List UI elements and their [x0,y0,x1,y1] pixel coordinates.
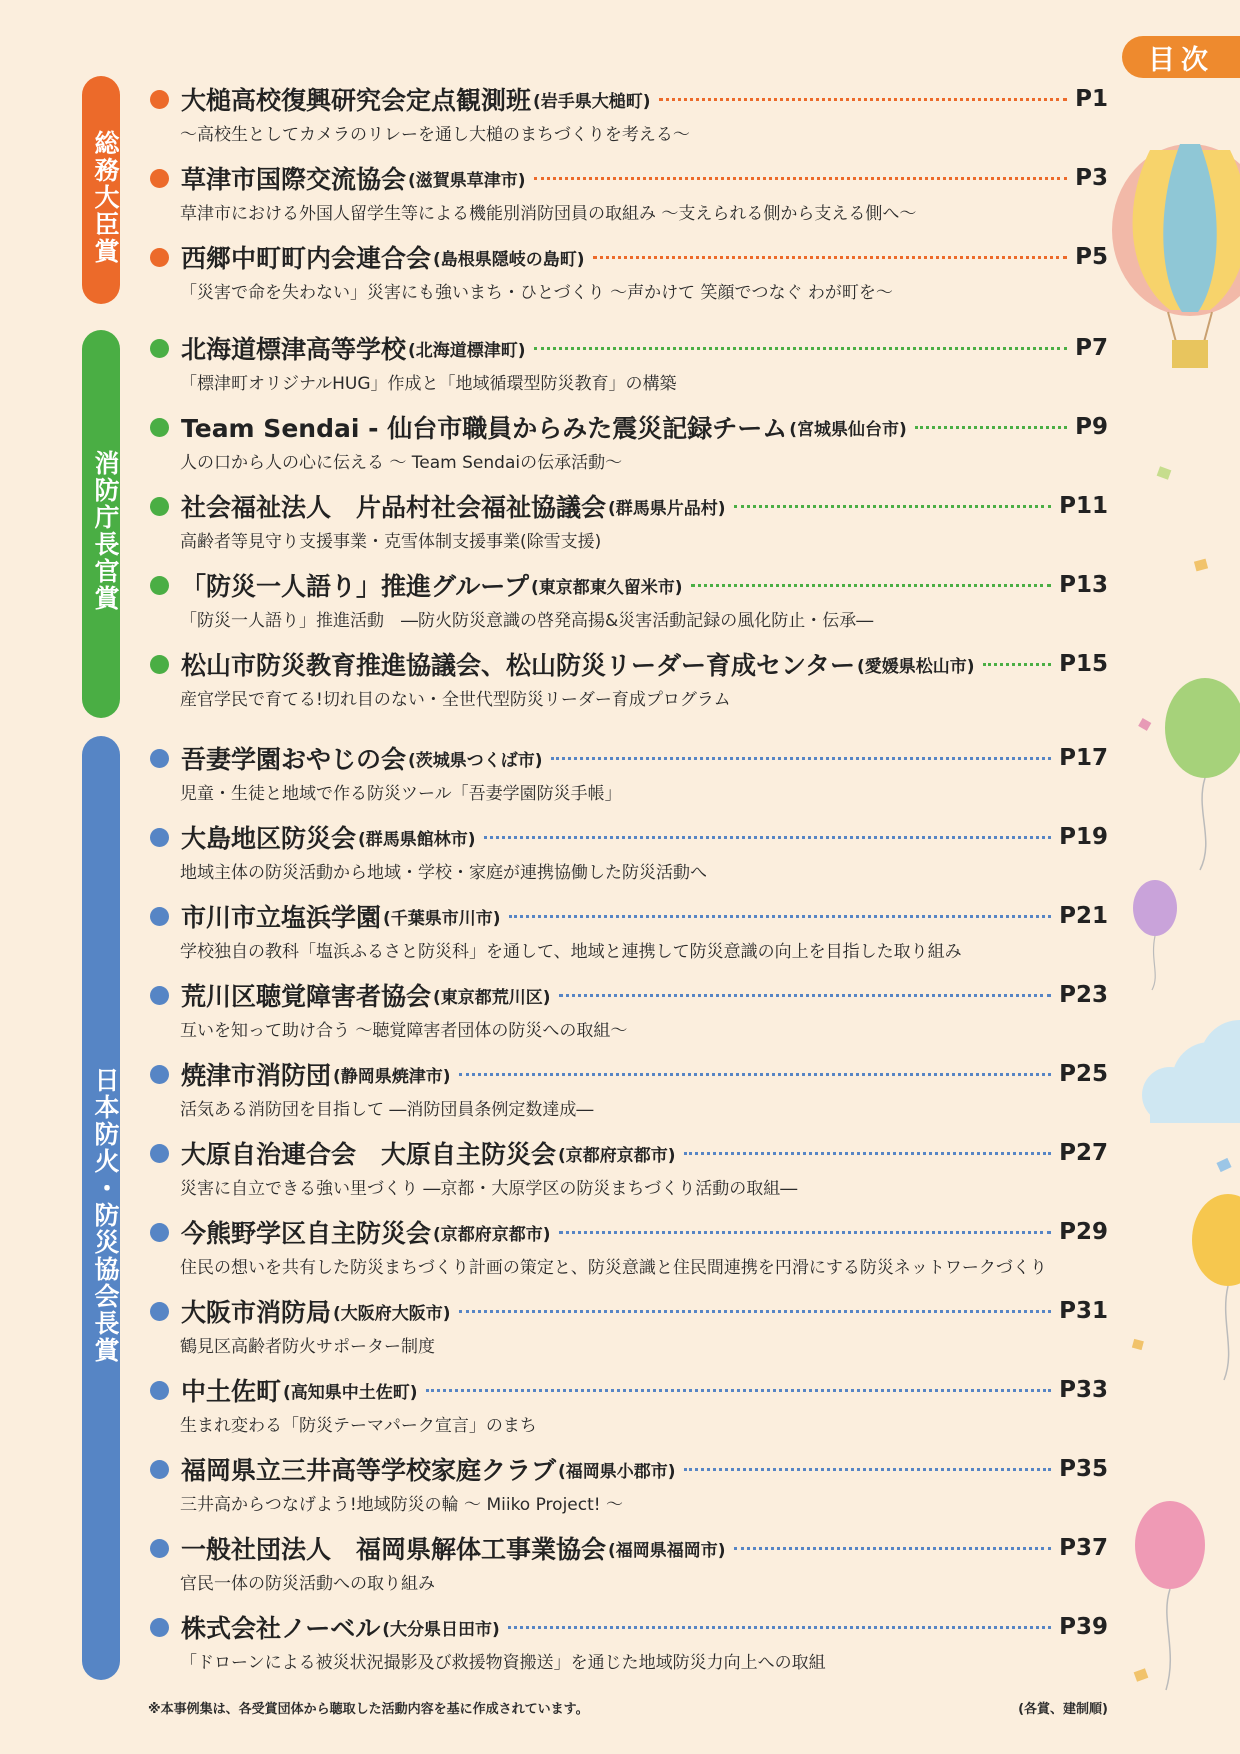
dot-leader [915,426,1067,429]
dot-leader [551,757,1052,760]
dot-leader [426,1389,1052,1392]
dot-leader [684,1468,1052,1471]
bullet-icon [150,339,169,358]
dot-leader [593,256,1068,259]
entry-location: (群馬県館林市) [358,829,476,850]
toc-entry[interactable] [150,82,1108,145]
entry-page: P33 [1059,1377,1108,1403]
bullet-icon [150,1302,169,1321]
toc-entry[interactable] [150,899,1108,962]
entry-page: P31 [1059,1298,1108,1324]
entry-subtitle: 児童・生徒と地域で作る防災ツール「吾妻学園防災手帳」 [180,784,622,804]
entry-subtitle: 地域主体の防災活動から地域・学校・家庭が連携協働した防災活動へ [180,863,707,883]
dot-leader [534,347,1068,350]
entry-page: P39 [1059,1614,1108,1640]
entry-name: 福岡県立三井高等学校家庭クラブ [181,1456,557,1485]
entry-subtitle: 「標津町オリジナルHUG」作成と「地域循環型防災教育」の構築 [180,374,677,394]
entry-page: P27 [1059,1140,1108,1166]
entry-name: 草津市国際交流協会 [181,165,407,194]
entry-location: (京都府京都市) [433,1224,551,1245]
entry-subtitle: 生まれ変わる「防災テーマパーク宣言」のまち [180,1416,537,1436]
entry-location: (福岡県小郡市) [558,1461,676,1482]
entry-page: P9 [1075,414,1108,440]
bullet-icon [150,907,169,926]
entry-location: (東京都東久留米市) [531,577,683,598]
entry-page: P17 [1059,745,1108,771]
entry-name: 株式会社ノーベル [181,1614,381,1643]
toc-entry[interactable] [150,1136,1108,1199]
entry-name: 西郷中町町内会連合会 [181,244,432,273]
entry-name: 中土佐町 [181,1377,282,1406]
dot-leader [659,98,1068,101]
entry-location: (宮城県仙台市) [789,419,907,440]
entry-location: (千葉県市川市) [383,908,501,929]
bullet-icon [150,90,169,109]
dot-leader [508,1626,1051,1629]
bullet-icon [150,1460,169,1479]
entry-name: 市川市立塩浜学園 [181,903,382,932]
entry-page: P5 [1075,244,1108,270]
toc-entry[interactable] [150,820,1108,883]
entry-subtitle: 産官学民で育てる!切れ目のない・全世代型防災リーダー育成プログラム [180,690,731,710]
toc-entry[interactable] [150,1057,1108,1120]
section-label-association-award: 日本防火・防災協会長賞 [82,736,120,1680]
entry-location: (高知県中土佐町) [283,1382,418,1403]
toc-entry[interactable] [150,410,1108,473]
toc-entry[interactable] [150,489,1108,552]
entry-location: (京都府京都市) [558,1145,676,1166]
entry-location: (静岡県焼津市) [333,1066,451,1087]
entry-name: 北海道標津高等学校 [181,335,407,364]
entry-name: 大原自治連合会 大原自主防災会 [181,1140,557,1169]
entry-name: 大阪市消防局 [181,1298,332,1327]
toc-entry[interactable] [150,331,1108,394]
entry-subtitle: 高齢者等見守り支援事業・克雪体制支援事業(除雪支援) [180,532,602,552]
toc-entry[interactable] [150,1294,1108,1357]
bullet-icon [150,1223,169,1242]
entry-page: P23 [1059,982,1108,1008]
dot-leader [983,663,1052,666]
bullet-icon [150,986,169,1005]
table-of-contents-tab: 目次 [1122,36,1240,78]
entry-name: 大槌高校復興研究会定点観測班 [181,86,532,115]
bullet-icon [150,655,169,674]
entry-location: (群馬県片品村) [608,498,726,519]
toc-entry[interactable] [150,1452,1108,1515]
entry-page: P15 [1059,651,1108,677]
entry-name: 一般社団法人 福岡県解体工事業協会 [181,1535,607,1564]
entry-subtitle: 官民一体の防災活動への取り組み [180,1574,435,1594]
entry-name: 社会福祉法人 片品村社会福祉協議会 [181,493,607,522]
section-label-fdma-award: 消防庁長官賞 [82,330,120,718]
bullet-icon [150,497,169,516]
dot-leader [509,915,1052,918]
entry-subtitle: 人の口から人の心に伝える ～ Team Sendaiの伝承活動～ [180,453,623,473]
entry-subtitle: 互いを知って助け合う ～聴覚障害者団体の防災への取組～ [180,1021,628,1041]
entry-page: P3 [1075,165,1108,191]
dot-leader [459,1310,1052,1313]
bullet-icon [150,1065,169,1084]
bullet-icon [150,1144,169,1163]
entry-page: P7 [1075,335,1108,361]
bullet-icon [150,169,169,188]
dot-leader [734,1547,1052,1550]
toc-entry[interactable] [150,240,1108,303]
entry-page: P25 [1059,1061,1108,1087]
toc-entry[interactable] [150,647,1108,710]
entry-name: Team Sendai - 仙台市職員からみた震災記録チーム [181,414,788,443]
bullet-icon [150,1539,169,1558]
entry-page: P35 [1059,1456,1108,1482]
dot-leader [534,177,1068,180]
entry-location: (島根県隠岐の島町) [433,249,585,270]
footnote: ※本事例集は、各受賞団体から聴取した活動内容を基に作成されています。 [148,1702,589,1717]
bullet-icon [150,576,169,595]
dot-leader [459,1073,1052,1076]
entry-name: 焼津市消防団 [181,1061,332,1090]
bullet-icon [150,1381,169,1400]
entry-page: P19 [1059,824,1108,850]
bullet-icon [150,1618,169,1637]
entry-subtitle: 災害に自立できる強い里づくり ―京都・大原学区の防災まちづくり活動の取組― [180,1179,798,1199]
entry-location: (福岡県福岡市) [608,1540,726,1561]
toc-entry[interactable] [150,741,1108,804]
entry-location: (大阪府大阪市) [333,1303,451,1324]
dot-leader [484,836,1052,839]
entry-page: P11 [1059,493,1108,519]
entry-page: P29 [1059,1219,1108,1245]
dot-leader [734,505,1052,508]
entry-location: (東京都荒川区) [433,987,551,1008]
entry-subtitle: ～高校生としてカメラのリレーを通し大槌のまちづくりを考える～ [180,125,690,145]
entry-subtitle: 学校独自の教科「塩浜ふるさと防災科」を通して、地域と連携して防災意識の向上を目指した取り組み [180,942,962,962]
toc-entry[interactable] [150,1531,1108,1594]
entry-subtitle: 「災害で命を失わない」災害にも強いまち・ひとづくり ～声かけて 笑顔でつなぐ わが町を～ [180,283,893,303]
dot-leader [559,994,1052,997]
entry-name: 「防災一人語り」推進グループ [181,572,530,601]
entry-page: P37 [1059,1535,1108,1561]
entry-location: (北海道標津町) [408,340,526,361]
bullet-icon [150,749,169,768]
entry-name: 今熊野学区自主防災会 [181,1219,432,1248]
entry-location: (岩手県大槌町) [533,91,651,112]
entry-subtitle: 三井高からつなげよう!地域防災の輪 ～ Miiko Project! ～ [180,1495,623,1515]
order-note: (各賞、建制順) [1018,1702,1108,1717]
entry-page: P13 [1059,572,1108,598]
section-label-minister-award: 総務大臣賞 [82,76,120,304]
bullet-icon [150,828,169,847]
entry-page: P1 [1075,86,1108,112]
toc-entry[interactable] [150,1215,1108,1278]
bullet-icon [150,248,169,267]
entry-name: 大島地区防災会 [181,824,357,853]
entry-location: (愛媛県松山市) [857,656,975,677]
dot-leader [559,1231,1052,1234]
entry-subtitle: 活気ある消防団を目指して ―消防団員条例定数達成― [180,1100,594,1120]
bullet-icon [150,418,169,437]
entry-name: 吾妻学園おやじの会 [181,745,407,774]
entry-location: (茨城県つくば市) [408,750,543,771]
entry-subtitle: 住民の想いを共有した防災まちづくり計画の策定と、防災意識と住民間連携を円滑にする防災ネットワークづくり [180,1258,1047,1278]
entry-subtitle: 鶴見区高齢者防火サポーター制度 [180,1337,435,1357]
toc-entry[interactable] [150,1373,1108,1436]
toc-entry[interactable] [150,568,1108,631]
toc-entry[interactable] [150,978,1108,1041]
entry-location: (大分県日田市) [382,1619,500,1640]
entry-name: 荒川区聴覚障害者協会 [181,982,432,1011]
entry-location: (滋賀県草津市) [408,170,526,191]
entry-name: 松山市防災教育推進協議会、松山防災リーダー育成センター [181,651,856,680]
entry-subtitle: 「防災一人語り」推進活動 ―防火防災意識の啓発高揚&災害活動記録の風化防止・伝承― [180,611,874,631]
dot-leader [691,584,1052,587]
toc-entry[interactable] [150,161,1108,224]
dot-leader [684,1152,1052,1155]
entry-subtitle: 草津市における外国人留学生等による機能別消防団員の取組み ～支えられる側から支える側へ～ [180,204,917,224]
entry-subtitle: 「ドローンによる被災状況撮影及び救援物資搬送」を通じた地域防災力向上への取組 [180,1653,826,1673]
toc-entry[interactable] [150,1610,1108,1673]
entry-page: P21 [1059,903,1108,929]
